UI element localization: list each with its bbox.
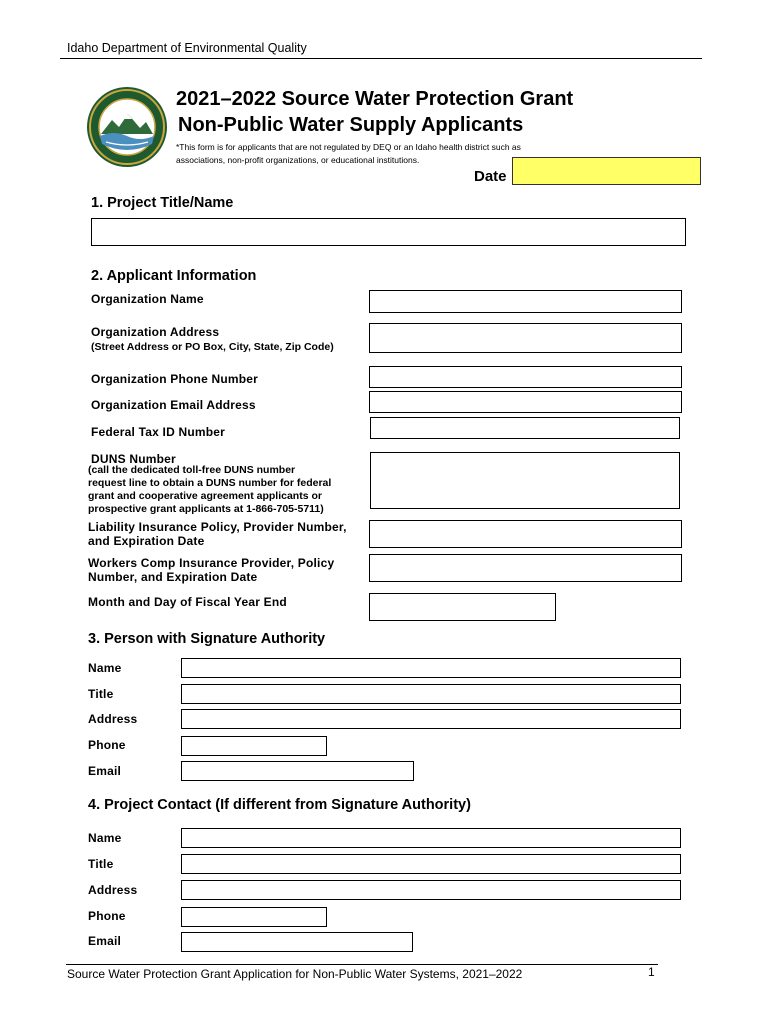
contact-address-label: Address — [88, 883, 138, 897]
project-title-field[interactable] — [91, 218, 686, 246]
duns-sub-line4: prospective grant applicants at 1-866-705-5711) — [88, 503, 324, 515]
sig-email-field[interactable] — [181, 761, 414, 781]
form-title-line2: Non-Public Water Supply Applicants — [178, 114, 524, 136]
duns-sublabel — [88, 464, 331, 516]
contact-title-label: Title — [88, 857, 114, 871]
sig-title-field[interactable] — [181, 684, 681, 704]
contact-email-label: Email — [88, 934, 122, 948]
contact-name-label: Name — [88, 831, 122, 845]
contact-phone-label: Phone — [88, 909, 126, 923]
duns-field[interactable] — [370, 452, 680, 509]
section4-title: 4. Project Contact (If different from Signature Authority) — [88, 797, 471, 813]
org-email-label: Organization Email Address — [91, 398, 256, 412]
header-divider — [60, 58, 702, 59]
workers-comp-label — [88, 556, 334, 584]
fiscal-year-field[interactable] — [369, 593, 556, 621]
fiscal-year-label: Month and Day of Fiscal Year End — [88, 595, 287, 609]
form-title-line1: 2021–2022 Source Water Protection Grant — [176, 88, 574, 110]
workers-comp-field[interactable] — [369, 554, 682, 582]
liability-line1: Liability Insurance Policy, Provider Number, — [88, 520, 347, 534]
sig-address-field[interactable] — [181, 709, 681, 729]
org-phone-field[interactable] — [369, 366, 682, 388]
date-field[interactable] — [512, 157, 701, 185]
contact-title-field[interactable] — [181, 854, 681, 874]
sig-name-field[interactable] — [181, 658, 681, 678]
sig-phone-field[interactable] — [181, 736, 327, 756]
duns-label: DUNS Number — [91, 452, 176, 466]
section3-title: 3. Person with Signature Authority — [88, 631, 326, 647]
org-phone-label: Organization Phone Number — [91, 372, 259, 386]
note-line2: associations, non-profit organizations, or educational institutions. — [176, 155, 420, 165]
liability-line2: and Expiration Date — [88, 534, 205, 548]
contact-email-field[interactable] — [181, 932, 413, 952]
form-title — [176, 86, 573, 138]
section1-title: 1. Project Title/Name — [91, 195, 234, 211]
org-email-field[interactable] — [369, 391, 682, 413]
workers-line1: Workers Comp Insurance Provider, Policy — [88, 556, 335, 570]
date-label: Date — [474, 168, 507, 185]
org-name-label: Organization Name — [91, 292, 204, 306]
section2-title: 2. Applicant Information — [91, 268, 257, 284]
contact-address-field[interactable] — [181, 880, 681, 900]
sig-phone-label: Phone — [88, 738, 126, 752]
sig-address-label: Address — [88, 712, 138, 726]
sig-title-label: Title — [88, 687, 114, 701]
liability-label — [88, 520, 347, 548]
footer-text: Source Water Protection Grant Application for Non-Public Water Systems, 2021–2022 — [67, 967, 523, 981]
org-name-field[interactable] — [369, 290, 682, 313]
contact-phone-field[interactable] — [181, 907, 327, 927]
deq-seal-logo — [86, 86, 168, 168]
org-address-label: Organization Address — [91, 325, 220, 339]
tax-id-field[interactable] — [370, 417, 680, 439]
workers-line2: Number, and Expiration Date — [88, 570, 258, 584]
org-address-field[interactable] — [369, 323, 682, 353]
contact-name-field[interactable] — [181, 828, 681, 848]
note-line1: *This form is for applicants that are not regulated by DEQ or an Idaho health district such as — [176, 142, 521, 152]
agency-header: Idaho Department of Environmental Quality — [67, 41, 307, 55]
page-number: 1 — [648, 965, 655, 979]
duns-sub-line2: request line to obtain a DUNS number for federal — [88, 477, 332, 489]
tax-id-label: Federal Tax ID Number — [91, 425, 226, 439]
liability-field[interactable] — [369, 520, 682, 548]
footer-divider — [66, 964, 658, 965]
duns-sub-line3: grant and cooperative agreement applicants or — [88, 490, 322, 502]
sig-name-label: Name — [88, 661, 122, 675]
duns-sub-line1: (call the dedicated toll-free DUNS number — [88, 464, 296, 476]
org-address-sublabel: (Street Address or PO Box, City, State, Zip Code) — [91, 341, 334, 353]
sig-email-label: Email — [88, 764, 122, 778]
